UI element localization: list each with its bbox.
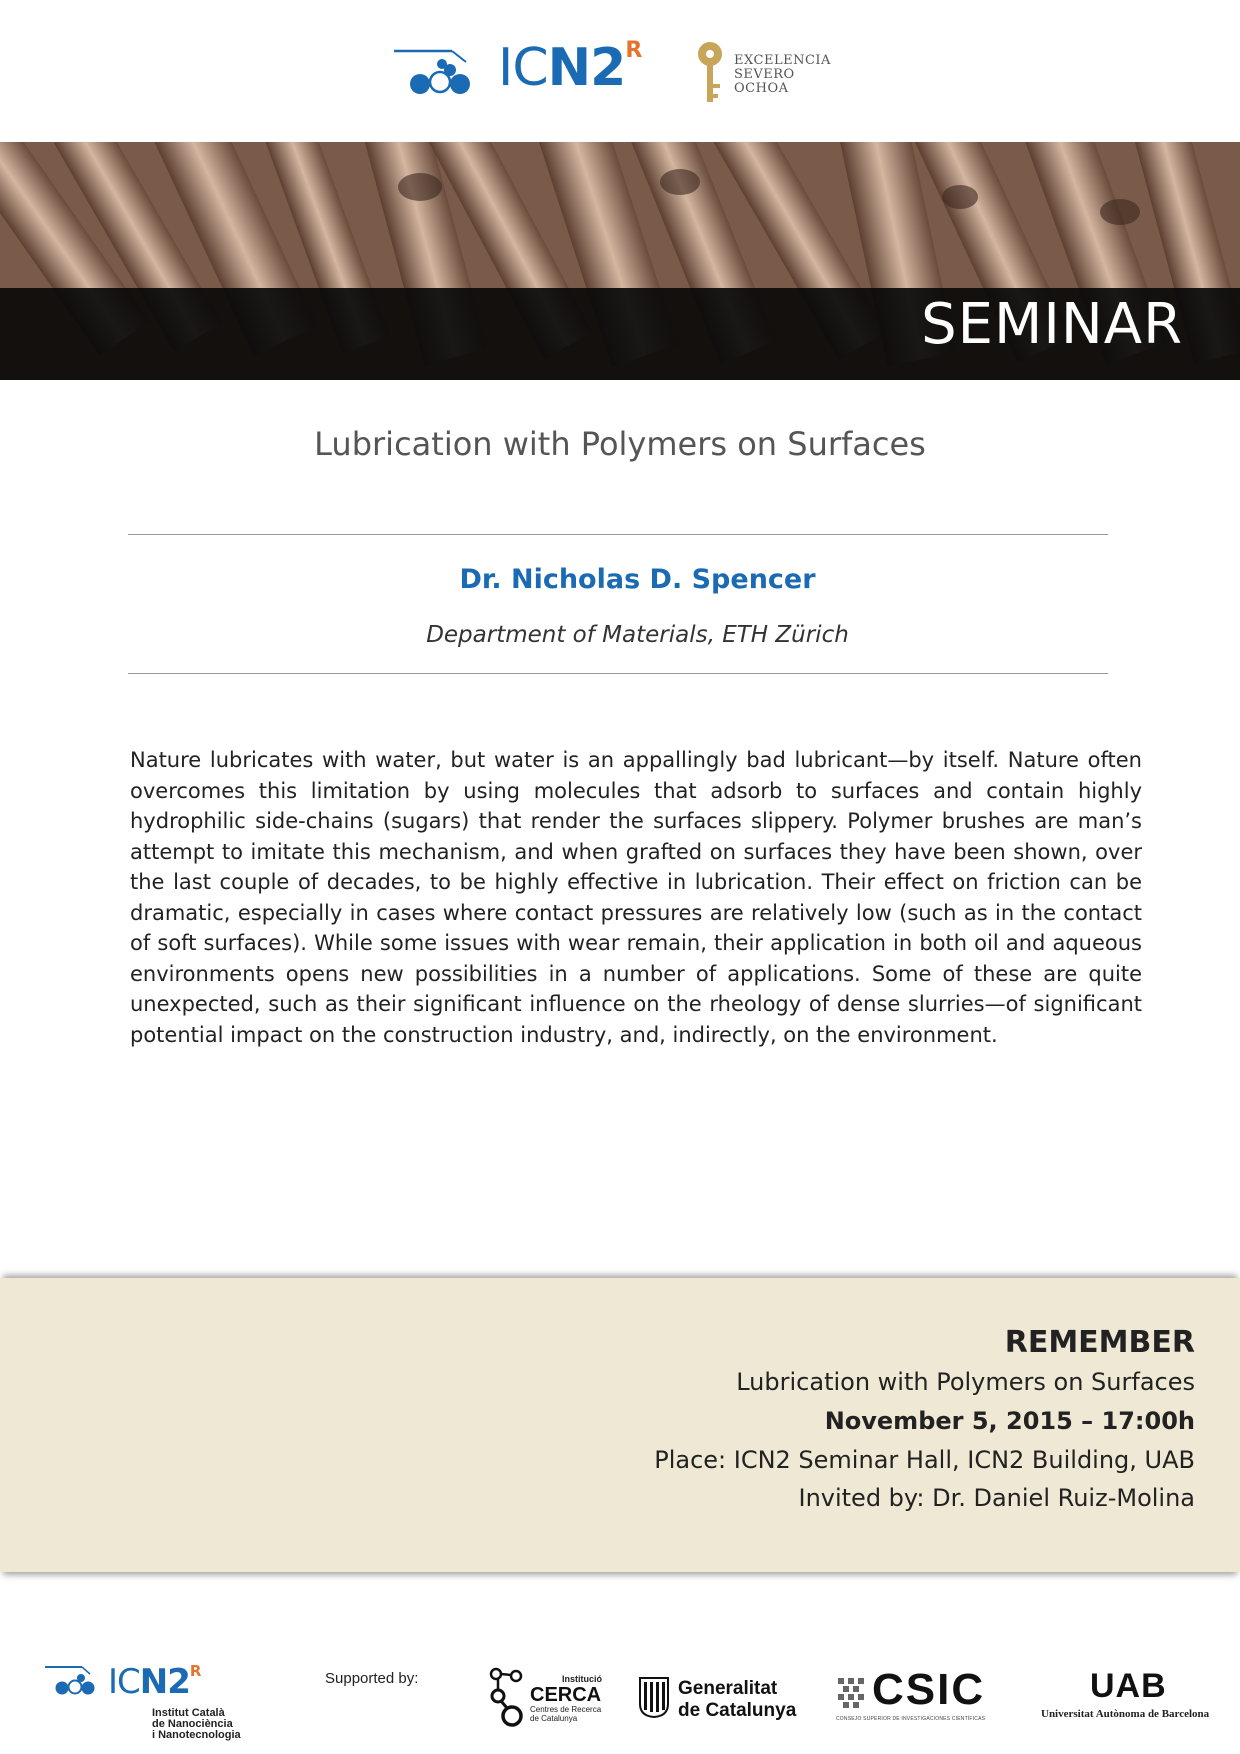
divider-bottom — [128, 673, 1108, 674]
divider-top — [128, 534, 1108, 535]
remember-place: Place: ICN2 Seminar Hall, ICN2 Building, UAB — [654, 1446, 1195, 1474]
icn2-footer-logo-text: $ICN2^R$ — [108, 1662, 201, 1702]
remember-datetime: November 5, 2015 – 17:00h — [824, 1407, 1195, 1435]
icn2-footer-caption: Institut Català de Nanociència i Nanotecnologia — [152, 1707, 241, 1741]
cerca-logo-icon — [486, 1666, 536, 1728]
icn2-molecule-icon — [392, 48, 492, 98]
generalitat-logo-text: Generalitat de Catalunya — [678, 1678, 797, 1721]
severo-ochoa-text: EXCELENCIA SEVERO OCHOA — [734, 53, 831, 96]
talk-title: Lubrication with Polymers on Surfaces — [314, 425, 926, 463]
csic-emblem-icon — [836, 1676, 866, 1712]
csic-caption: CONSEJO SUPERIOR DE INVESTIGACIONES CIENTÍFICAS — [836, 1716, 986, 1722]
remember-title: Lubrication with Polymers on Surfaces — [736, 1368, 1195, 1396]
csic-logo-text: CSIC — [872, 1665, 986, 1714]
icn2-logo-text: $ICN2^R$ — [498, 38, 642, 98]
severo-ochoa-key-icon — [692, 40, 728, 108]
uab-logo-text: UAB — [1090, 1667, 1167, 1705]
supported-by-label: Supported by: — [325, 1670, 419, 1687]
seminar-label: SEMINAR — [921, 292, 1183, 357]
header-logos — [0, 30, 1240, 120]
remember-invited-by: Invited by: Dr. Daniel Ruiz-Molina — [798, 1484, 1195, 1512]
speaker-affiliation: Department of Materials, ETH Zürich — [426, 622, 849, 648]
icn2-footer-molecule-icon — [44, 1665, 106, 1697]
banner-image — [0, 142, 1240, 380]
speaker-name: Dr. Nicholas D. Spencer — [459, 564, 816, 595]
abstract-text: Nature lubricates with water, but water is an appallingly bad lubricant—by itself. Nature often overcomes this limitation by using molecules that adsorb to surfaces and contain highly hydrophilic side-chains (sugars) that render the surfaces slippery. Polymer brushes are man’s attempt to imitate this mechanism, and when grafted on surfaces they have been shown, over the last couple of decades, to be highly effective in lubrication. Their effect on friction can be dramatic, especially in cases where contact pressures are relatively low (such as in the contact of soft surfaces). While some issues with wear remain, their application in both oil and aqueous environments opens new possibilities in a number of applications. Some of these are quite unexpected, such as their significant influence on the rheology of dense slurries—of significant potential impact on the construction industry, and, indirectly, on the environment. — [130, 748, 1142, 1047]
remember-heading: REMEMBER — [1004, 1325, 1195, 1360]
cerca-logo-text: Institució CERCA Centres de Recerca de Catalunya — [530, 1674, 602, 1723]
uab-caption: Universitat Autònoma de Barcelona — [1041, 1708, 1210, 1720]
generalitat-emblem-icon — [638, 1676, 670, 1718]
